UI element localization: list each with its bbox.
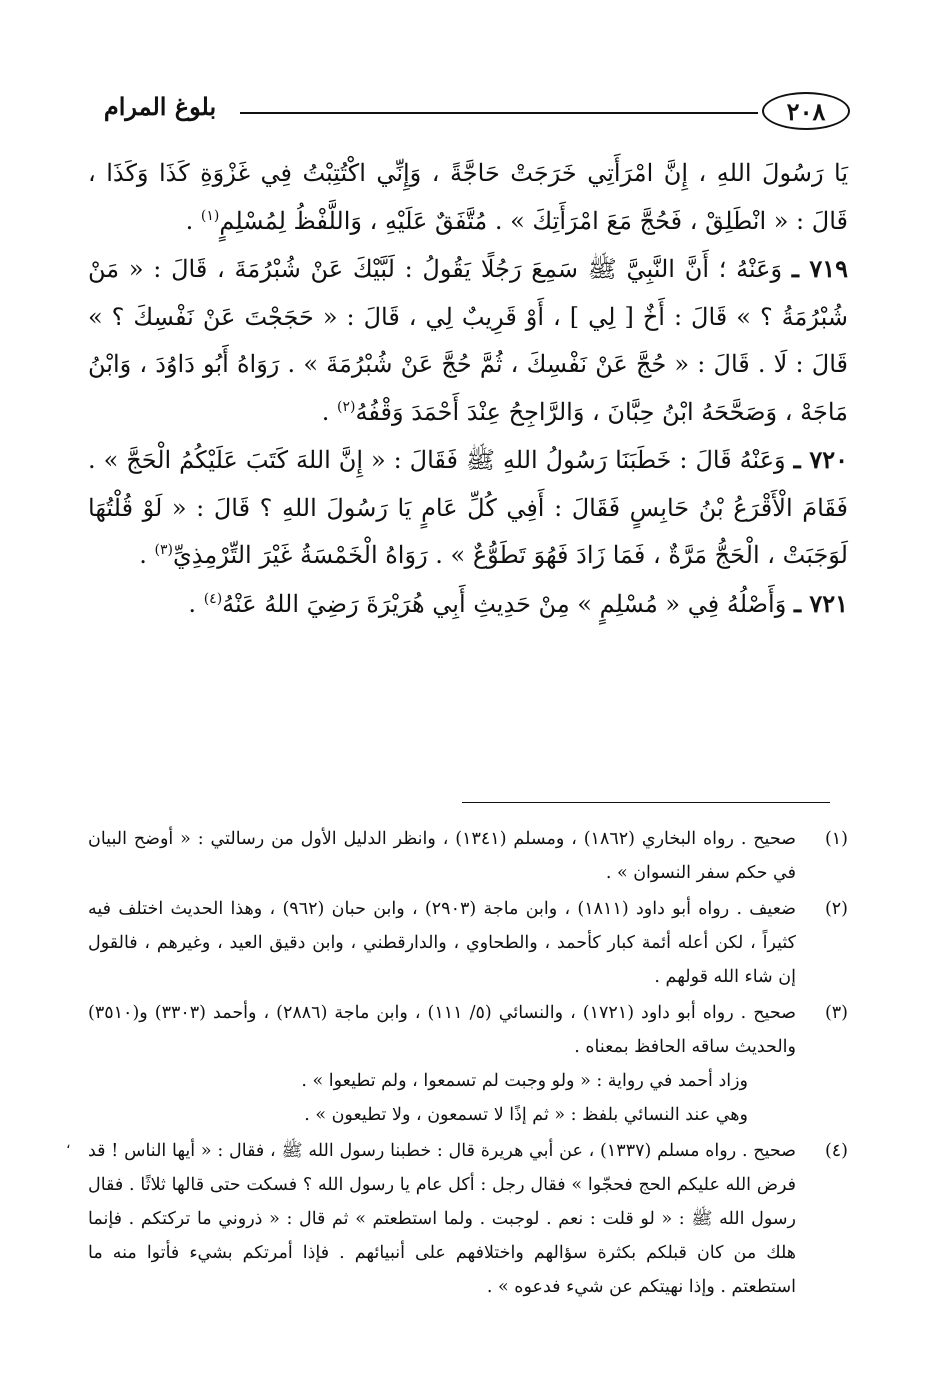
footnotes bbox=[88, 822, 848, 1306]
hadith-721: ٧٢١ ـ وَأَصْلُهُ فِي « مُسْلِمٍ » مِنْ حَدِيثِ أَبِي هُرَيْرَةَ رَضِيَ اللهُ عَنْهُ$^{(٤)}$ . bbox=[188, 588, 848, 618]
hadith-number: ٧١٩ ـ bbox=[791, 254, 848, 283]
margin-mark: ، bbox=[66, 1136, 71, 1152]
paragraph-718-continuation: يَا رَسُولَ اللهِ ، إِنَّ امْرَأَتِي خَرَجَتْ حَاجَّةً ، وَإِنِّي اكْتُتِبْتُ فِي غَزْوَةِ كَذَا وَكَذَا ، قَالَ : « انْطَلِقْ ، فَحُجَّ مَعَ امْرَأَتِكَ » . مُتَّفَقٌ عَلَيْهِ ، وَاللَّفْظُ لِمُسْلِمٍ$^{(١)}$ . bbox=[88, 159, 848, 235]
paragraph-text: يَا رَسُولَ اللهِ ، إِنَّ امْرَأَتِي خَرَجَتْ حَاجَّةً ، وَإِنِّي اكْتُتِبْتُ فِي غَزْوَةِ كَذَا وَكَذَا ، قَالَ : « انْطَلِقْ ، فَحُجَّ مَعَ امْرَأَتِكَ » . مُتَّفَقٌ عَلَيْهِ ، وَاللَّفْظُ لِمُسْلِمٍ bbox=[88, 159, 848, 235]
footnote-addition: وهي عند النسائي بلفظ : « ثم إذًا لا تسمعون ، ولا تطيعون » . bbox=[304, 1105, 748, 1125]
footnote-4 bbox=[88, 1134, 848, 1304]
hadith-719: ٧١٩ ـ وَعَنْهُ ؛ أَنَّ النَّبِيَّ ﷺ سَمِعَ رَجُلًا يَقُولُ : لَبَّيْكَ عَنْ شُبْرُمَةَ ، قَالَ : « مَنْ شُبْرُمَةُ ؟ » قَالَ : أَخٌ [ لِي ] ، أَوْ قَرِيبٌ لِي ، قَالَ : « حَجَجْتَ عَنْ نَفْسِكَ ؟ » قَالَ : لَا . قَالَ : « حُجَّ عَنْ نَفْسِكَ ، ثُمَّ حُجَّ عَنْ شُبْرُمَةَ » . رَوَاهُ أَبُو دَاوُدَ ، وَابْنُ مَاجَهْ ، وَصَحَّحَهُ ابْنُ حِبَّانَ ، وَالرَّاجِحُ عِنْدَ أَحْمَدَ وَقْفُهُ$^{(٢)}$ . bbox=[88, 254, 848, 426]
page-number: ٢٠٨ bbox=[762, 92, 850, 130]
footnote-number: (٤) bbox=[824, 1141, 848, 1161]
main-text bbox=[88, 150, 848, 628]
page-header bbox=[90, 88, 850, 134]
footnote-number: (٣) bbox=[824, 1003, 848, 1023]
hadith-720: ٧٢٠ ـ وَعَنْهُ قَالَ : خَطَبَنَا رَسُولُ اللهِ ﷺ فَقَالَ : « إِنَّ اللهَ كَتَبَ عَلَيْكُمُ الْحَجَّ » . فَقَامَ الْأَقْرَعُ بْنُ حَابِسٍ فَقَالَ : أَفِي كُلِّ عَامٍ يَا رَسُولَ اللهِ ؟ قَالَ : « لَوْ قُلْتُهَا لَوَجَبَتْ ، الْحَجُّ مَرَّةٌ ، فَمَا زَادَ فَهُوَ تَطَوُّعٌ » . رَوَاهُ الْخَمْسَةُ غَيْرَ التِّرْمِذِيِّ$^{(٣)}$ . bbox=[88, 445, 848, 569]
book-title: بلوغ المرام bbox=[103, 92, 217, 121]
footnote-text: صحيح . رواه أبو داود (١٧٢١) ، والنسائي (٥/ ١١١) ، وابن ماجة (٢٨٨٦) ، وأحمد (٣٣٠٣) و(٣٥١٠) والحديث ساقه الحافظ بمعناه . bbox=[88, 1003, 796, 1057]
footnote-2 bbox=[88, 892, 848, 994]
footnote-ref-3: (٣) bbox=[154, 542, 173, 558]
footnote-text: صحيح . رواه مسلم (١٣٣٧) ، عن أبي هريرة قال : خطبنا رسول الله ﷺ ، فقال : « أيها الناس ! قد فرض الله عليكم الحج فحجّوا » فقال رجل : أكل عام يا رسول الله ؟ فسكت حتى قالها ثلاثًا . فقال رسول الله ﷺ : « لو قلت : نعم . لوجبت . ولما استطعتم » ثم قال : « ذروني ما تركتكم . فإنما هلك من كان قبلكم بكثرة سؤالهم واختلافهم على أنبيائهم . فإذا أمرتكم بشيء فأتوا منه ما استطعتم . وإذا نهيتكم عن شيء فدعوه » . bbox=[88, 1141, 797, 1297]
footnote-text: صحيح . رواه البخاري (١٨٦٢) ، ومسلم (١٣٤١) ، وانظر الدليل الأول من رسالتي : « أوضح البيان في حكم سفر النسوان » . bbox=[88, 829, 796, 883]
footnote-ref-4: (٤) bbox=[203, 590, 223, 607]
footnote-1 bbox=[88, 822, 848, 890]
footnote-3 bbox=[88, 996, 848, 1132]
footnote-ref-1: (١) bbox=[200, 207, 220, 224]
header-rule bbox=[240, 112, 758, 114]
footnote-separator bbox=[462, 802, 830, 803]
hadith-number: ٧٢٠ ـ bbox=[793, 445, 848, 474]
footnote-ref-2: (٢) bbox=[337, 398, 356, 415]
footnote-text: ضعيف . رواه أبو داود (١٨١١) ، وابن ماجة (٢٩٠٣) ، وابن حبان (٩٦٢) ، وهذا الحديث اختلف فيه كثيراً ، لكن أعله أئمة كبار كأحمد ، والطحاوي ، والدارقطني ، وابن دقيق العيد ، وغيرهم ، فالقول إن شاء الله قولهم . bbox=[88, 899, 797, 987]
footnote-number: (١) bbox=[824, 829, 848, 849]
hadith-text: وَأَصْلُهُ فِي « مُسْلِمٍ » مِنْ حَدِيثِ أَبِي هُرَيْرَةَ رَضِيَ اللهُ عَنْهُ bbox=[222, 589, 787, 618]
hadith-text: وَعَنْهُ قَالَ : خَطَبَنَا رَسُولُ اللهِ ﷺ فَقَالَ : « إِنَّ اللهَ كَتَبَ عَلَيْكُمُ الْحَجَّ » . فَقَامَ الْأَقْرَعُ بْنُ حَابِسٍ فَقَالَ : أَفِي كُلِّ عَامٍ يَا رَسُولَ اللهِ ؟ قَالَ : « لَوْ قُلْتُهَا لَوَجَبَتْ ، الْحَجُّ مَرَّةٌ ، فَمَا زَادَ فَهُوَ تَطَوُّعٌ » . رَوَاهُ الْخَمْسَةُ غَيْرَ التِّرْمِذِيِّ bbox=[88, 446, 848, 569]
hadith-number: ٧٢١ ـ bbox=[793, 588, 848, 618]
hadith-text: وَعَنْهُ ؛ أَنَّ النَّبِيَّ ﷺ سَمِعَ رَجُلًا يَقُولُ : لَبَّيْكَ عَنْ شُبْرُمَةَ ، قَالَ : « مَنْ شُبْرُمَةُ ؟ » قَالَ : أَخٌ [ لِي ] ، أَوْ قَرِيبٌ لِي ، قَالَ : « حَجَجْتَ عَنْ نَفْسِكَ ؟ » قَالَ : لَا . قَالَ : « حُجَّ عَنْ نَفْسِكَ ، ثُمَّ حُجَّ عَنْ شُبْرُمَةَ » . رَوَاهُ أَبُو دَاوُدَ ، وَابْنُ مَاجَهْ ، وَصَحَّحَهُ ابْنُ حِبَّانَ ، وَالرَّاجِحُ عِنْدَ أَحْمَدَ وَقْفُهُ bbox=[88, 255, 848, 426]
footnote-addition: وزاد أحمد في رواية : « ولو وجبت لم تسمعوا ، ولم تطيعوا » . bbox=[301, 1071, 748, 1091]
footnote-number: (٢) bbox=[824, 899, 848, 919]
